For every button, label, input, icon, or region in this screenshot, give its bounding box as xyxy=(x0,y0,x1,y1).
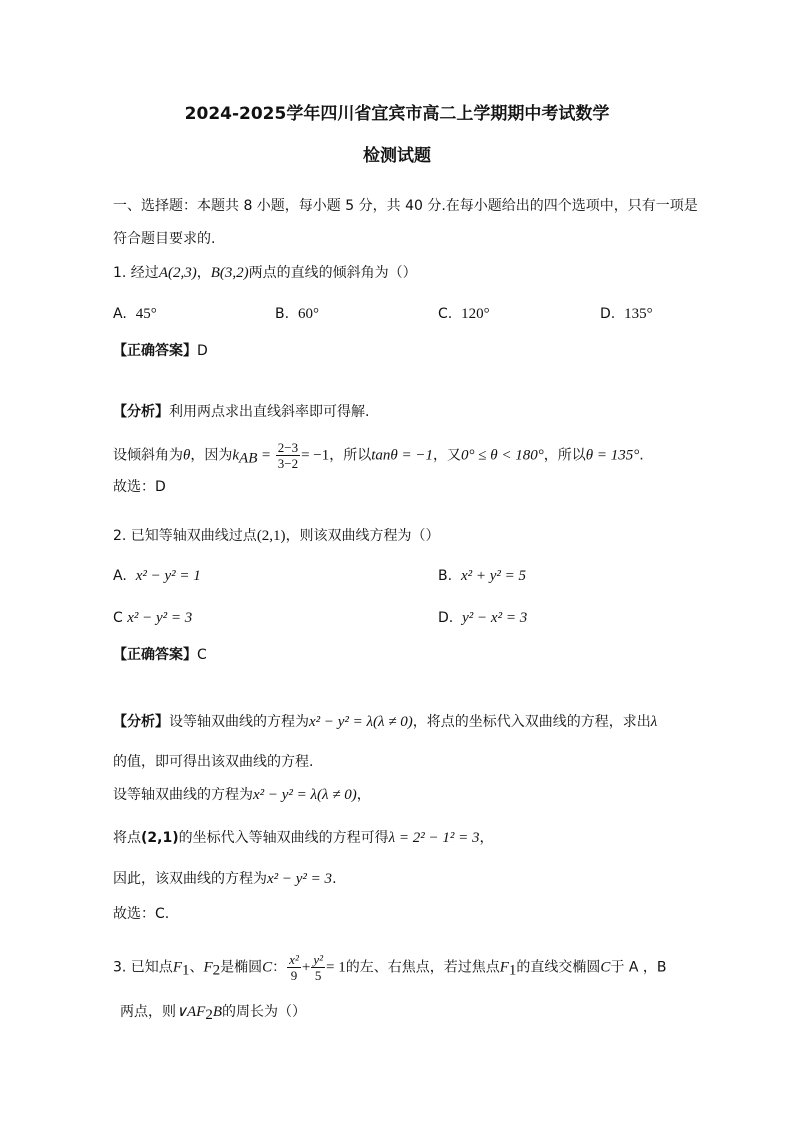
q2-step3 xyxy=(113,869,337,889)
q2-lambda: λ xyxy=(650,714,658,730)
q1-frac-den: 3−2 xyxy=(277,456,299,471)
q3-fraction-y xyxy=(311,952,325,983)
q1-analysis xyxy=(113,402,369,422)
q3-c-label: C xyxy=(262,959,273,976)
q2-option-d xyxy=(438,608,527,628)
q3-line2-b: 的周长为（） xyxy=(221,1004,306,1020)
q2-step1-a: 设等轴双曲线的方程为 xyxy=(113,787,253,803)
q1-answer-tag: 【正确答案】 xyxy=(113,343,197,359)
q1-option-d-value: 135° xyxy=(624,306,653,322)
q1-option-d xyxy=(600,304,653,324)
q3-is-ellipse: 是椭圆 xyxy=(220,959,263,976)
q1-sep: ， xyxy=(196,265,211,281)
q2-answer-value: C xyxy=(197,647,207,663)
q1-option-b-label: B. xyxy=(275,306,290,322)
q2-option-c-label: C xyxy=(113,610,123,626)
q3-plus: + xyxy=(301,959,311,976)
q2-step1 xyxy=(113,785,371,805)
q3-den2: 5 xyxy=(314,968,322,983)
q1-option-a-value: 45° xyxy=(135,306,157,322)
q3-triangle-sub: 2 xyxy=(205,1007,213,1023)
q3-stem-line2 xyxy=(120,1002,306,1022)
q3-num2: y² xyxy=(313,952,323,967)
q3-sep: 、 xyxy=(189,959,204,976)
q1-sol-end: . xyxy=(639,447,644,464)
q2-answer xyxy=(113,645,207,665)
q3-stem-line1 xyxy=(113,952,666,983)
q2-option-a-label: A. xyxy=(113,568,127,584)
q1-sol-e: ，所以 xyxy=(543,447,586,464)
q1-k: k xyxy=(232,447,240,464)
q3-f1-sub: 1 xyxy=(181,962,190,979)
q3-prefix: 3. 已知点 xyxy=(113,959,173,976)
document-title-line1: 2024-2025学年四川省宜宾市高二上学期期中考试数学 xyxy=(184,104,610,124)
q1-tan-expr: tanθ = −1 xyxy=(371,447,434,464)
q1-frac-num: 2−3 xyxy=(277,440,299,455)
q3-f2: F xyxy=(203,959,213,976)
document-title-line2: 检测试题 xyxy=(363,146,431,166)
q2-step2-eq: λ = 2² − 1² = 3 xyxy=(388,830,480,846)
q1-eq-sign: = xyxy=(261,447,271,464)
q2-option-c xyxy=(113,608,192,628)
q1-point-a: A(2,3) xyxy=(158,265,197,281)
q1-choice: 故选：D xyxy=(113,479,166,495)
q2-option-c-value: x² − y² = 3 xyxy=(127,610,193,626)
q2-analysis-a: 设等轴双曲线的方程为 xyxy=(169,714,309,730)
q1-result-expr: θ = 135° xyxy=(585,447,640,464)
q3-triangle-b: B xyxy=(212,1004,222,1020)
q1-sol-d: ，又 xyxy=(433,447,462,464)
q2-stem xyxy=(113,526,440,546)
q1-sol-c: ，所以 xyxy=(329,447,372,464)
q1-sol-a: 设倾斜角为 xyxy=(113,447,183,464)
q2-step3-eq: x² − y² = 3 xyxy=(267,871,333,887)
q2-option-b xyxy=(438,566,526,586)
q2-step2-a: 将点 xyxy=(113,830,141,846)
q3-fraction-x xyxy=(287,952,301,983)
q2-prefix: 2. 已知等轴双曲线过点 xyxy=(113,528,257,544)
q3-colon: ： xyxy=(272,959,287,976)
q2-suffix: ，则该双曲线方程为（） xyxy=(285,528,440,544)
q3-triangle: ∨AF xyxy=(176,1004,206,1020)
q2-step2-b: 的坐标代入等轴双曲线的方程可得 xyxy=(178,830,389,846)
q1-option-c-value: 120° xyxy=(461,306,490,322)
q1-option-b-value: 60° xyxy=(297,306,319,322)
q1-option-c xyxy=(438,304,490,324)
q3-f1b-sub: 1 xyxy=(508,962,517,979)
q2-step1-b: ， xyxy=(356,787,371,803)
q1-theta: θ xyxy=(183,447,191,464)
q1-suffix: 两点的直线的倾斜角为（） xyxy=(248,265,417,281)
q1-sol-eq: = −1 xyxy=(301,447,330,464)
q2-analysis-tag: 【分析】 xyxy=(113,714,169,730)
section-heading-line1: 一、选择题：本题共 8 小题，每小题 5 分，共 40 分.在每小题给出的四个选项中，只有一项是 xyxy=(113,198,698,214)
q2-option-a-value: x² − y² = 1 xyxy=(135,568,201,584)
q3-line2-a: 两点，则 xyxy=(120,1004,176,1020)
q1-answer-value: D xyxy=(197,343,208,359)
q1-analysis-text: 利用两点求出直线斜率即可得解. xyxy=(169,404,370,420)
q3-f2-sub: 2 xyxy=(212,962,221,979)
q1-stem xyxy=(113,263,417,283)
q1-option-c-label: C. xyxy=(438,306,453,322)
q2-option-d-value: y² − x² = 3 xyxy=(462,610,528,626)
q3-num1: x² xyxy=(289,952,299,967)
q2-step3-a: 因此，该双曲线的方程为 xyxy=(113,871,267,887)
q2-option-b-value: x² + y² = 5 xyxy=(460,568,527,584)
q2-step2-point: (2,1) xyxy=(141,830,179,846)
q3-den1: 9 xyxy=(290,968,298,983)
q3-f1: F xyxy=(172,959,182,976)
q1-prefix: 1. 经过 xyxy=(113,265,159,281)
q1-option-b xyxy=(275,304,319,324)
q2-step3-b: . xyxy=(332,871,337,887)
q1-analysis-tag: 【分析】 xyxy=(113,404,169,420)
q3-f1b: F xyxy=(499,959,509,976)
q1-k-sub: AB xyxy=(239,450,258,467)
q2-option-d-label: D. xyxy=(438,610,454,626)
q3-c2: C xyxy=(600,959,611,976)
q2-step2 xyxy=(113,828,493,848)
q3-mid3: 于 A ，B xyxy=(610,959,667,976)
q3-mid2: 的直线交椭圆 xyxy=(516,959,601,976)
q2-point: (2,1) xyxy=(256,528,286,544)
q1-answer xyxy=(113,341,208,361)
q1-point-b: B(3,2) xyxy=(210,265,249,281)
q1-slope-fraction xyxy=(276,440,300,471)
q3-mid: 的左、右焦点，若过焦点 xyxy=(345,959,500,976)
q2-analysis-line2: 的值，即可得出该双曲线的方程. xyxy=(113,754,314,770)
section-heading-line2: 符合题目要求的. xyxy=(113,231,216,247)
q2-choice: 故选：C. xyxy=(113,906,170,922)
q1-option-a xyxy=(113,304,157,324)
q2-option-b-label: B. xyxy=(438,568,453,584)
q2-option-a xyxy=(113,566,201,586)
q2-eq-lambda: x² − y² = λ(λ ≠ 0) xyxy=(309,714,413,730)
q2-analysis-line1 xyxy=(113,712,657,732)
q1-solution xyxy=(113,440,644,471)
q2-step2-c: ， xyxy=(479,830,494,846)
q2-analysis-b: ，将点的坐标代入双曲线的方程，求出 xyxy=(412,714,651,730)
q1-option-d-label: D. xyxy=(600,306,616,322)
q1-option-a-label: A. xyxy=(113,306,127,322)
q1-range-expr: 0° ≤ θ < 180° xyxy=(461,447,544,464)
q2-answer-tag: 【正确答案】 xyxy=(113,647,197,663)
q2-step1-eq: x² − y² = λ(λ ≠ 0) xyxy=(253,787,357,803)
q1-sol-b: ，因为 xyxy=(190,447,233,464)
q3-eq1: = 1 xyxy=(325,959,346,976)
